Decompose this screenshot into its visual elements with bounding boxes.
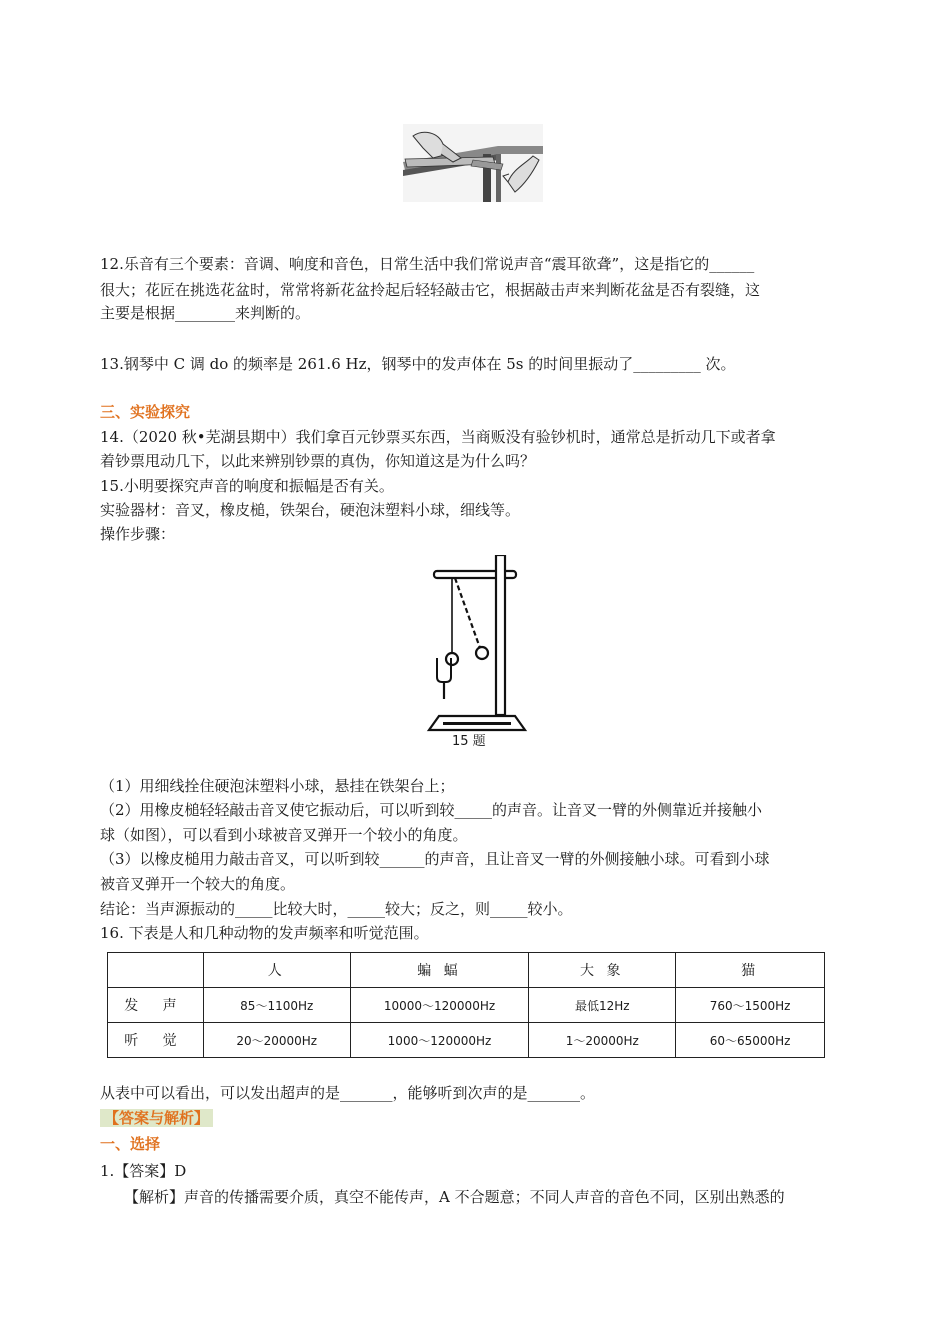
- a1-analysis: 【解析】声音的传播需要介质，真空不能传声，A 不合题意；不同人声音的音色不同，区别出熟悉的: [124, 1188, 785, 1206]
- answers-title-text: 【答案与解析】: [100, 1109, 213, 1127]
- table-cell: 85～1100Hz: [203, 988, 350, 1023]
- frequency-table: [107, 952, 825, 1058]
- q15-conclusion: 结论：当声源振动的_____比较大时，_____较大；反之，则_____较小。: [100, 900, 573, 918]
- table-row: [108, 988, 825, 1023]
- a1-answer: 1.【答案】D: [100, 1162, 187, 1180]
- table-row-label: 发 声: [108, 988, 204, 1023]
- table-header-cell: 大 象: [529, 953, 676, 988]
- q15-steps-label: 操作步骤：: [100, 525, 176, 543]
- table-header-row: [108, 953, 825, 988]
- table-cell: 20～20000Hz: [203, 1023, 350, 1058]
- ruler-experiment-figure: [403, 124, 543, 202]
- q12-line2: 很大；花匠在挑选花盆时，常常将新花盆拎起后轻轻敲击它，根据敲击声来判断花盆是否有裂缝，这: [100, 281, 761, 299]
- table-cell: 10000～120000Hz: [350, 988, 529, 1023]
- q12-line1: 12.乐音有三个要素：音调、响度和音色，日常生活中我们常说声音“震耳欲聋”，这是指它的______: [100, 255, 755, 273]
- table-header-cell: 猫: [676, 953, 825, 988]
- tuning-fork-stand-figure: [425, 555, 530, 753]
- q15-materials: 实验器材：音叉，橡皮槌，铁架台，硬泡沫塑料小球，细线等。: [100, 501, 521, 519]
- q14-line1: 14.（2020 秋•芜湖县期中）我们拿百元钞票买东西，当商贩没有验钞机时，通常总是折动几下或者拿: [100, 428, 776, 446]
- section1-title: 一、选择: [100, 1135, 161, 1153]
- table-cell: 760～1500Hz: [676, 988, 825, 1023]
- q16-title: 16. 下表是人和几种动物的发声频率和听觉范围。: [100, 924, 429, 942]
- q15-step3-line1: （3）以橡皮槌用力敲击音叉，可以听到较______的声音，且让音叉一臂的外侧接触小球。可看到小球: [100, 850, 770, 868]
- table-header-cell: 蝙 蝠: [350, 953, 529, 988]
- table-header-cell: 人: [203, 953, 350, 988]
- figure15-caption: 15 题: [452, 734, 486, 749]
- q12-line3: 主要是根据________来判断的。: [100, 304, 311, 322]
- table-row: [108, 1023, 825, 1058]
- table-cell: 1～20000Hz: [529, 1023, 676, 1058]
- table-row-label: 听 觉: [108, 1023, 204, 1058]
- q15-step3-line2: 被音叉弹开一个较大的角度。: [100, 875, 296, 893]
- answers-title: [100, 1108, 213, 1128]
- q15-title: 15.小明要探究声音的响度和振幅是否有关。: [100, 477, 394, 495]
- q15-step2-line1: （2）用橡皮槌轻轻敲击音叉使它振动后，可以听到较_____的声音。让音叉一臂的外侧靠近并接触小: [100, 801, 763, 819]
- q15-step2-line2: 球（如图），可以看到小球被音叉弹开一个较小的角度。: [100, 826, 468, 844]
- q16-question: 从表中可以看出，可以发出超声的是_______，能够听到次声的是_______。: [100, 1084, 596, 1102]
- table-cell: 1000～120000Hz: [350, 1023, 529, 1058]
- section3-title: 三、实验探究: [100, 403, 191, 421]
- q13-text: 13.钢琴中 C 调 do 的频率是 261.6 Hz，钢琴中的发声体在 5s 的时间里振动了_________ 次。: [100, 355, 736, 373]
- table-cell: 60～65000Hz: [676, 1023, 825, 1058]
- table-cell: 最低12Hz: [529, 988, 676, 1023]
- table-header-cell: [108, 953, 204, 988]
- q15-step1: （1）用细线拴住硬泡沫塑料小球，悬挂在铁架台上；: [100, 777, 455, 795]
- q14-line2: 着钞票甩动几下，以此来辨别钞票的真伪，你知道这是为什么吗？: [100, 452, 536, 470]
